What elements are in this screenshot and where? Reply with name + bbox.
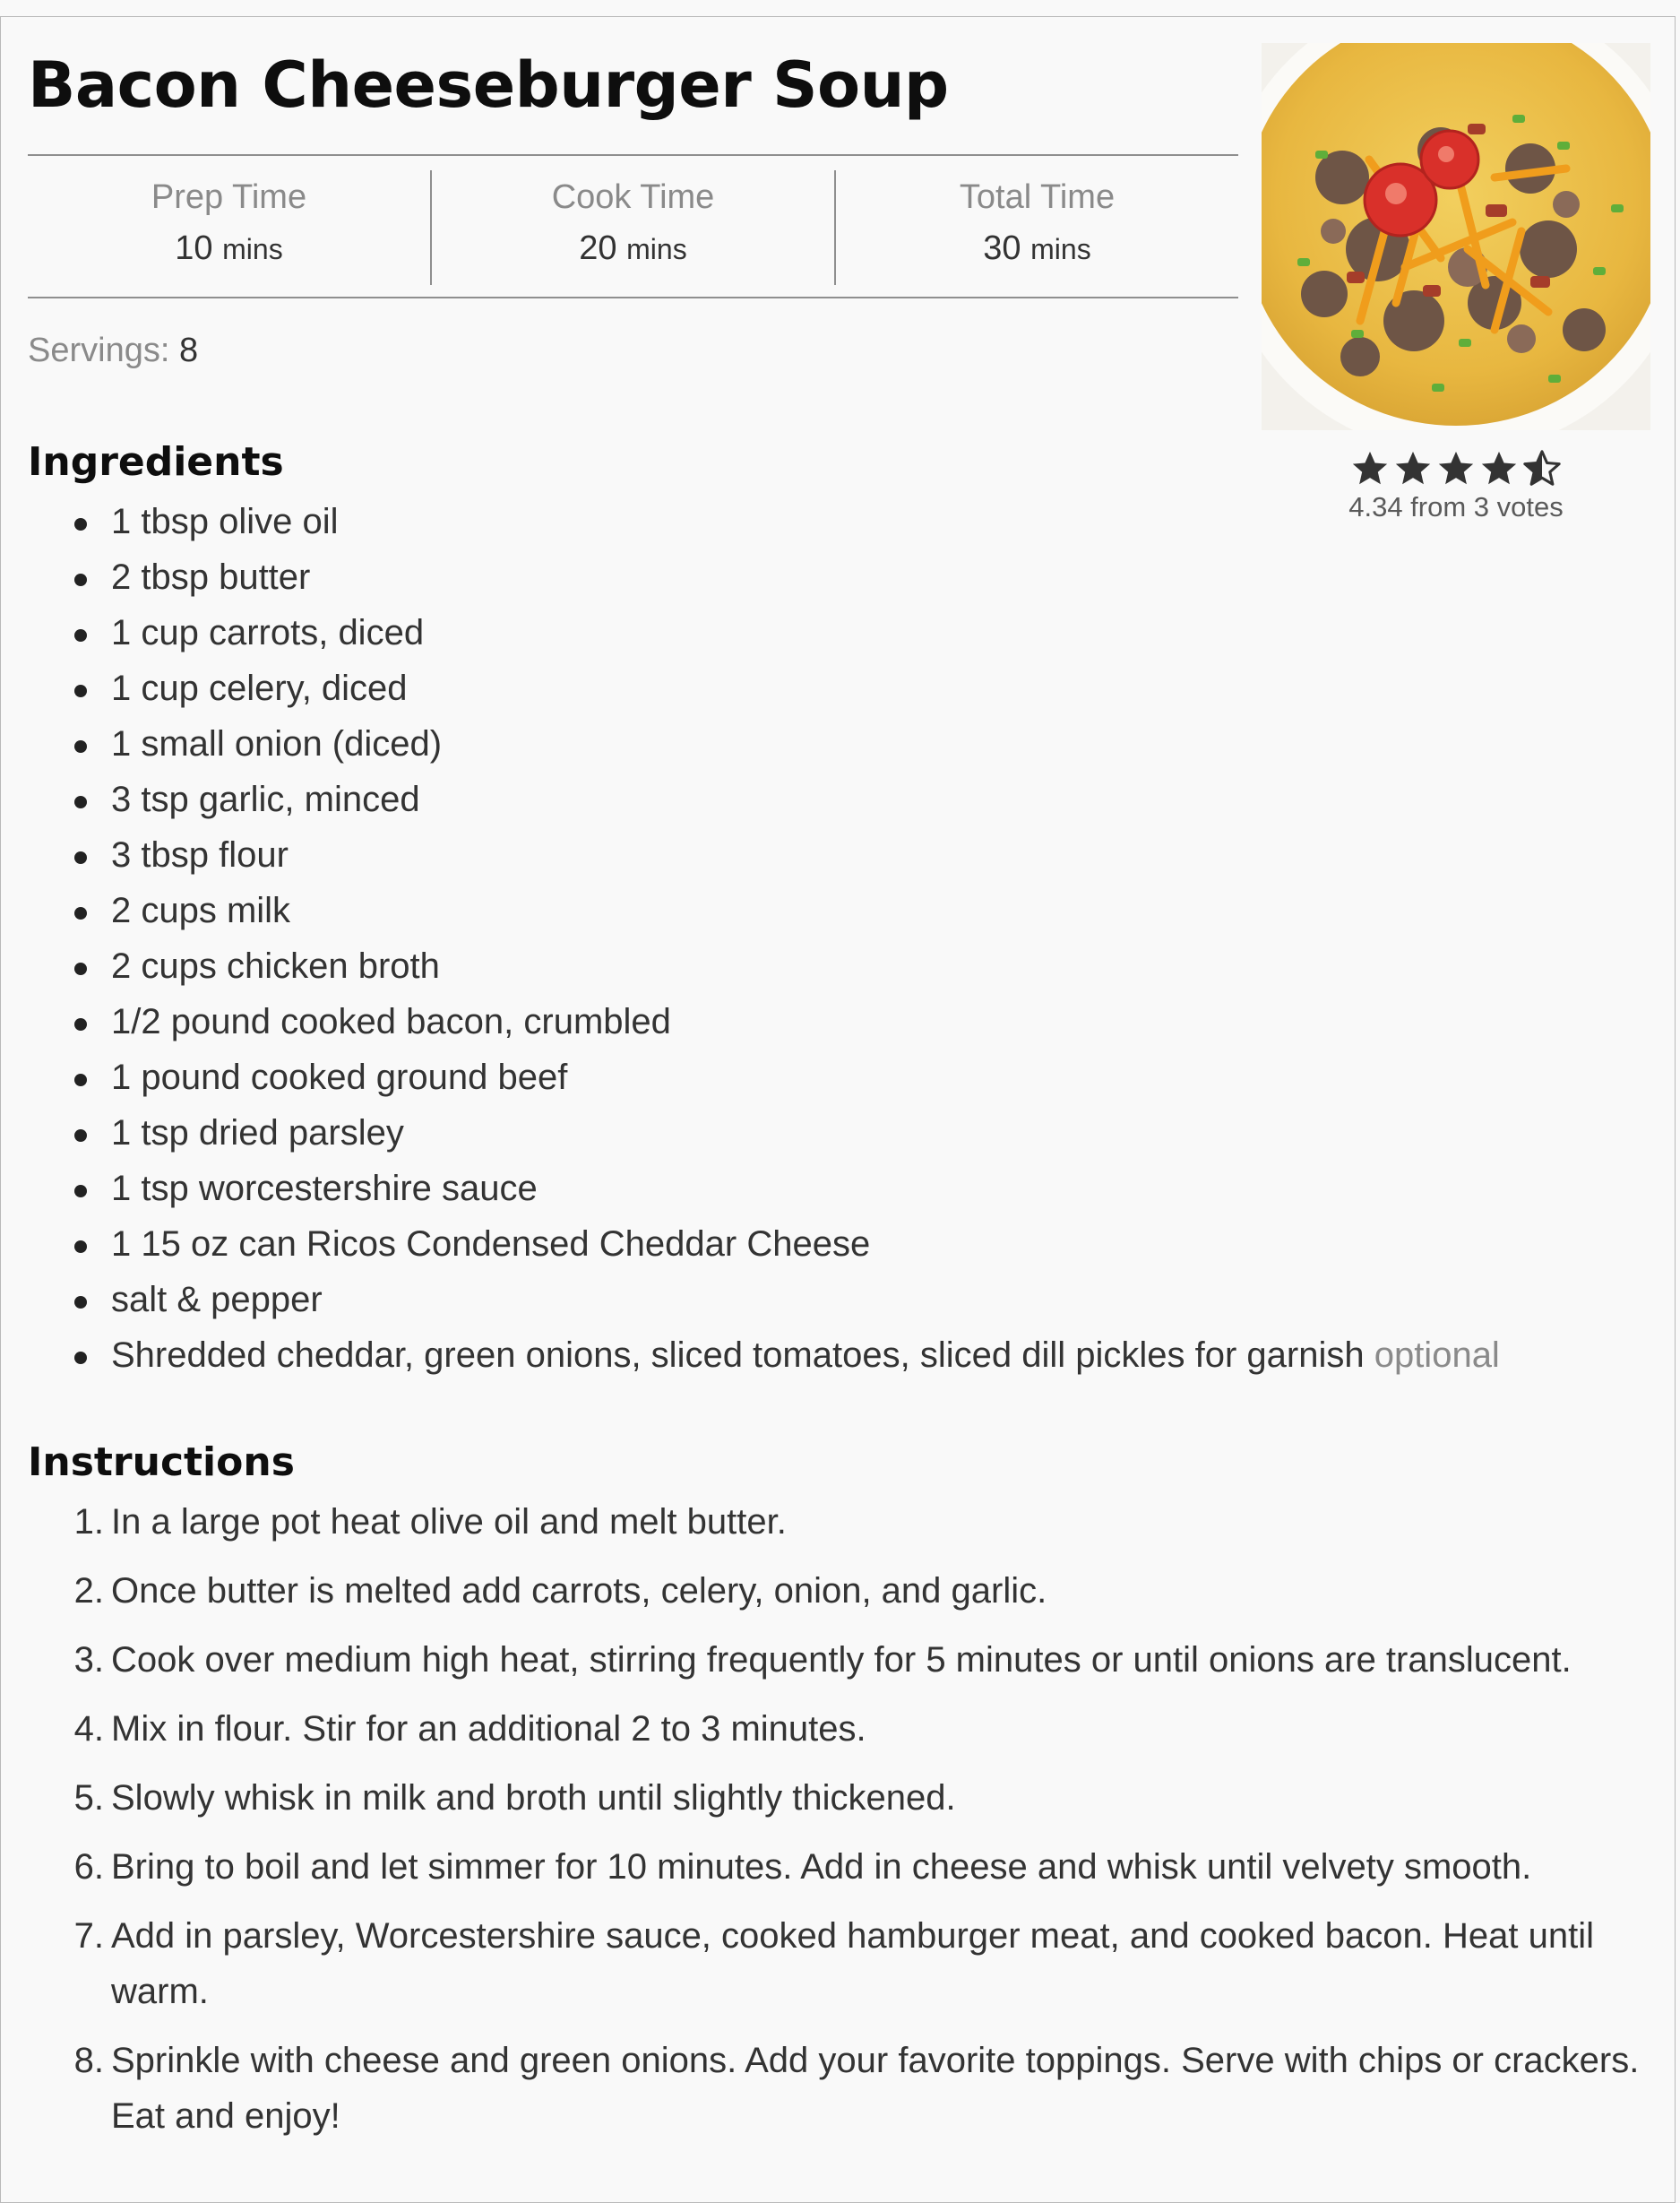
star-icon xyxy=(1392,448,1434,489)
total-time-label: Total Time xyxy=(959,178,1116,216)
ingredient-item: 1/2 pound cooked bacon, crumbled xyxy=(0,994,1500,1050)
divider-top xyxy=(28,154,1238,156)
prep-time xyxy=(28,170,430,285)
ingredient-item: 2 cups milk xyxy=(0,883,1500,938)
recipe-title: Bacon Cheeseburger Soup xyxy=(28,48,949,122)
instruction-step: 1. In a large pot heat olive oil and melt butter. xyxy=(73,1502,787,1542)
rating-stars[interactable] xyxy=(1262,448,1650,489)
instruction-step: 8. Sprinkle with cheese and green onions. Add your favorite toppings. Serve with chips or crackers. Eat and enjoy! xyxy=(73,2041,1640,2136)
ingredient-note: optional xyxy=(1374,1335,1500,1375)
instructions-list xyxy=(0,1494,1658,2157)
prep-time-value: 10 mins xyxy=(175,229,283,267)
ingredient-item: salt & pepper xyxy=(0,1272,1500,1327)
ingredient-item: Shredded cheddar, green onions, sliced tomatoes, sliced dill pickles for garnish optional xyxy=(0,1327,1500,1383)
ingredient-item: 1 tbsp olive oil xyxy=(0,494,1500,549)
recipe-times xyxy=(28,170,1238,285)
half-star-icon xyxy=(1521,448,1563,489)
ingredients-list xyxy=(0,494,1500,1383)
servings xyxy=(28,332,198,370)
cook-time-label: Cook Time xyxy=(551,178,715,216)
instruction-step: 6. Bring to boil and let simmer for 10 minutes. Add in cheese and whisk until velvety smooth. xyxy=(73,1847,1532,1887)
total-time xyxy=(834,170,1238,285)
ingredient-item: 1 pound cooked ground beef xyxy=(0,1050,1500,1105)
ingredient-item: 1 cup carrots, diced xyxy=(0,605,1500,661)
instruction-step: 5. Slowly whisk in milk and broth until slightly thickened. xyxy=(73,1778,956,1818)
ingredient-item: 3 tsp garlic, minced xyxy=(0,772,1500,827)
cook-time xyxy=(430,170,834,285)
prep-time-label: Prep Time xyxy=(151,178,307,216)
ingredients-heading: Ingredients xyxy=(28,439,284,485)
star-icon xyxy=(1349,448,1391,489)
ingredient-item: 3 tbsp flour xyxy=(0,827,1500,883)
divider-bottom xyxy=(28,297,1238,298)
star-icon xyxy=(1478,448,1520,489)
servings-value[interactable]: 8 xyxy=(178,332,199,369)
recipe-photo xyxy=(1262,43,1650,430)
instruction-step: 4. Mix in flour. Stir for an additional 2 to 3 minutes. xyxy=(73,1709,866,1749)
total-time-value: 30 mins xyxy=(983,229,1091,267)
ingredient-item: 2 cups chicken broth xyxy=(0,938,1500,994)
instructions-heading: Instructions xyxy=(28,1439,295,1485)
ingredient-item: 1 small onion (diced) xyxy=(0,716,1500,772)
servings-label: Servings: xyxy=(28,332,170,369)
cook-time-value: 20 mins xyxy=(579,229,687,267)
instruction-step: 2. Once butter is melted add carrots, celery, onion, and garlic. xyxy=(73,1571,1047,1611)
rating-summary: 4.34 from 3 votes xyxy=(1348,491,1564,523)
ingredient-item: 1 tsp worcestershire sauce xyxy=(0,1161,1500,1216)
ingredient-item: 1 tsp dried parsley xyxy=(0,1105,1500,1161)
instruction-step: 3. Cook over medium high heat, stirring frequently for 5 minutes or until onions are translucent. xyxy=(73,1640,1572,1680)
ingredient-item: 2 tbsp butter xyxy=(0,549,1500,605)
ingredient-item: 1 15 oz can Ricos Condensed Cheddar Cheese xyxy=(0,1216,1500,1272)
star-icon xyxy=(1435,448,1477,489)
ingredient-item: 1 cup celery, diced xyxy=(0,661,1500,716)
instruction-step: 7. Add in parsley, Worcestershire sauce, cooked hamburger meat, and cooked bacon. Heat until warm. xyxy=(73,1916,1594,2011)
